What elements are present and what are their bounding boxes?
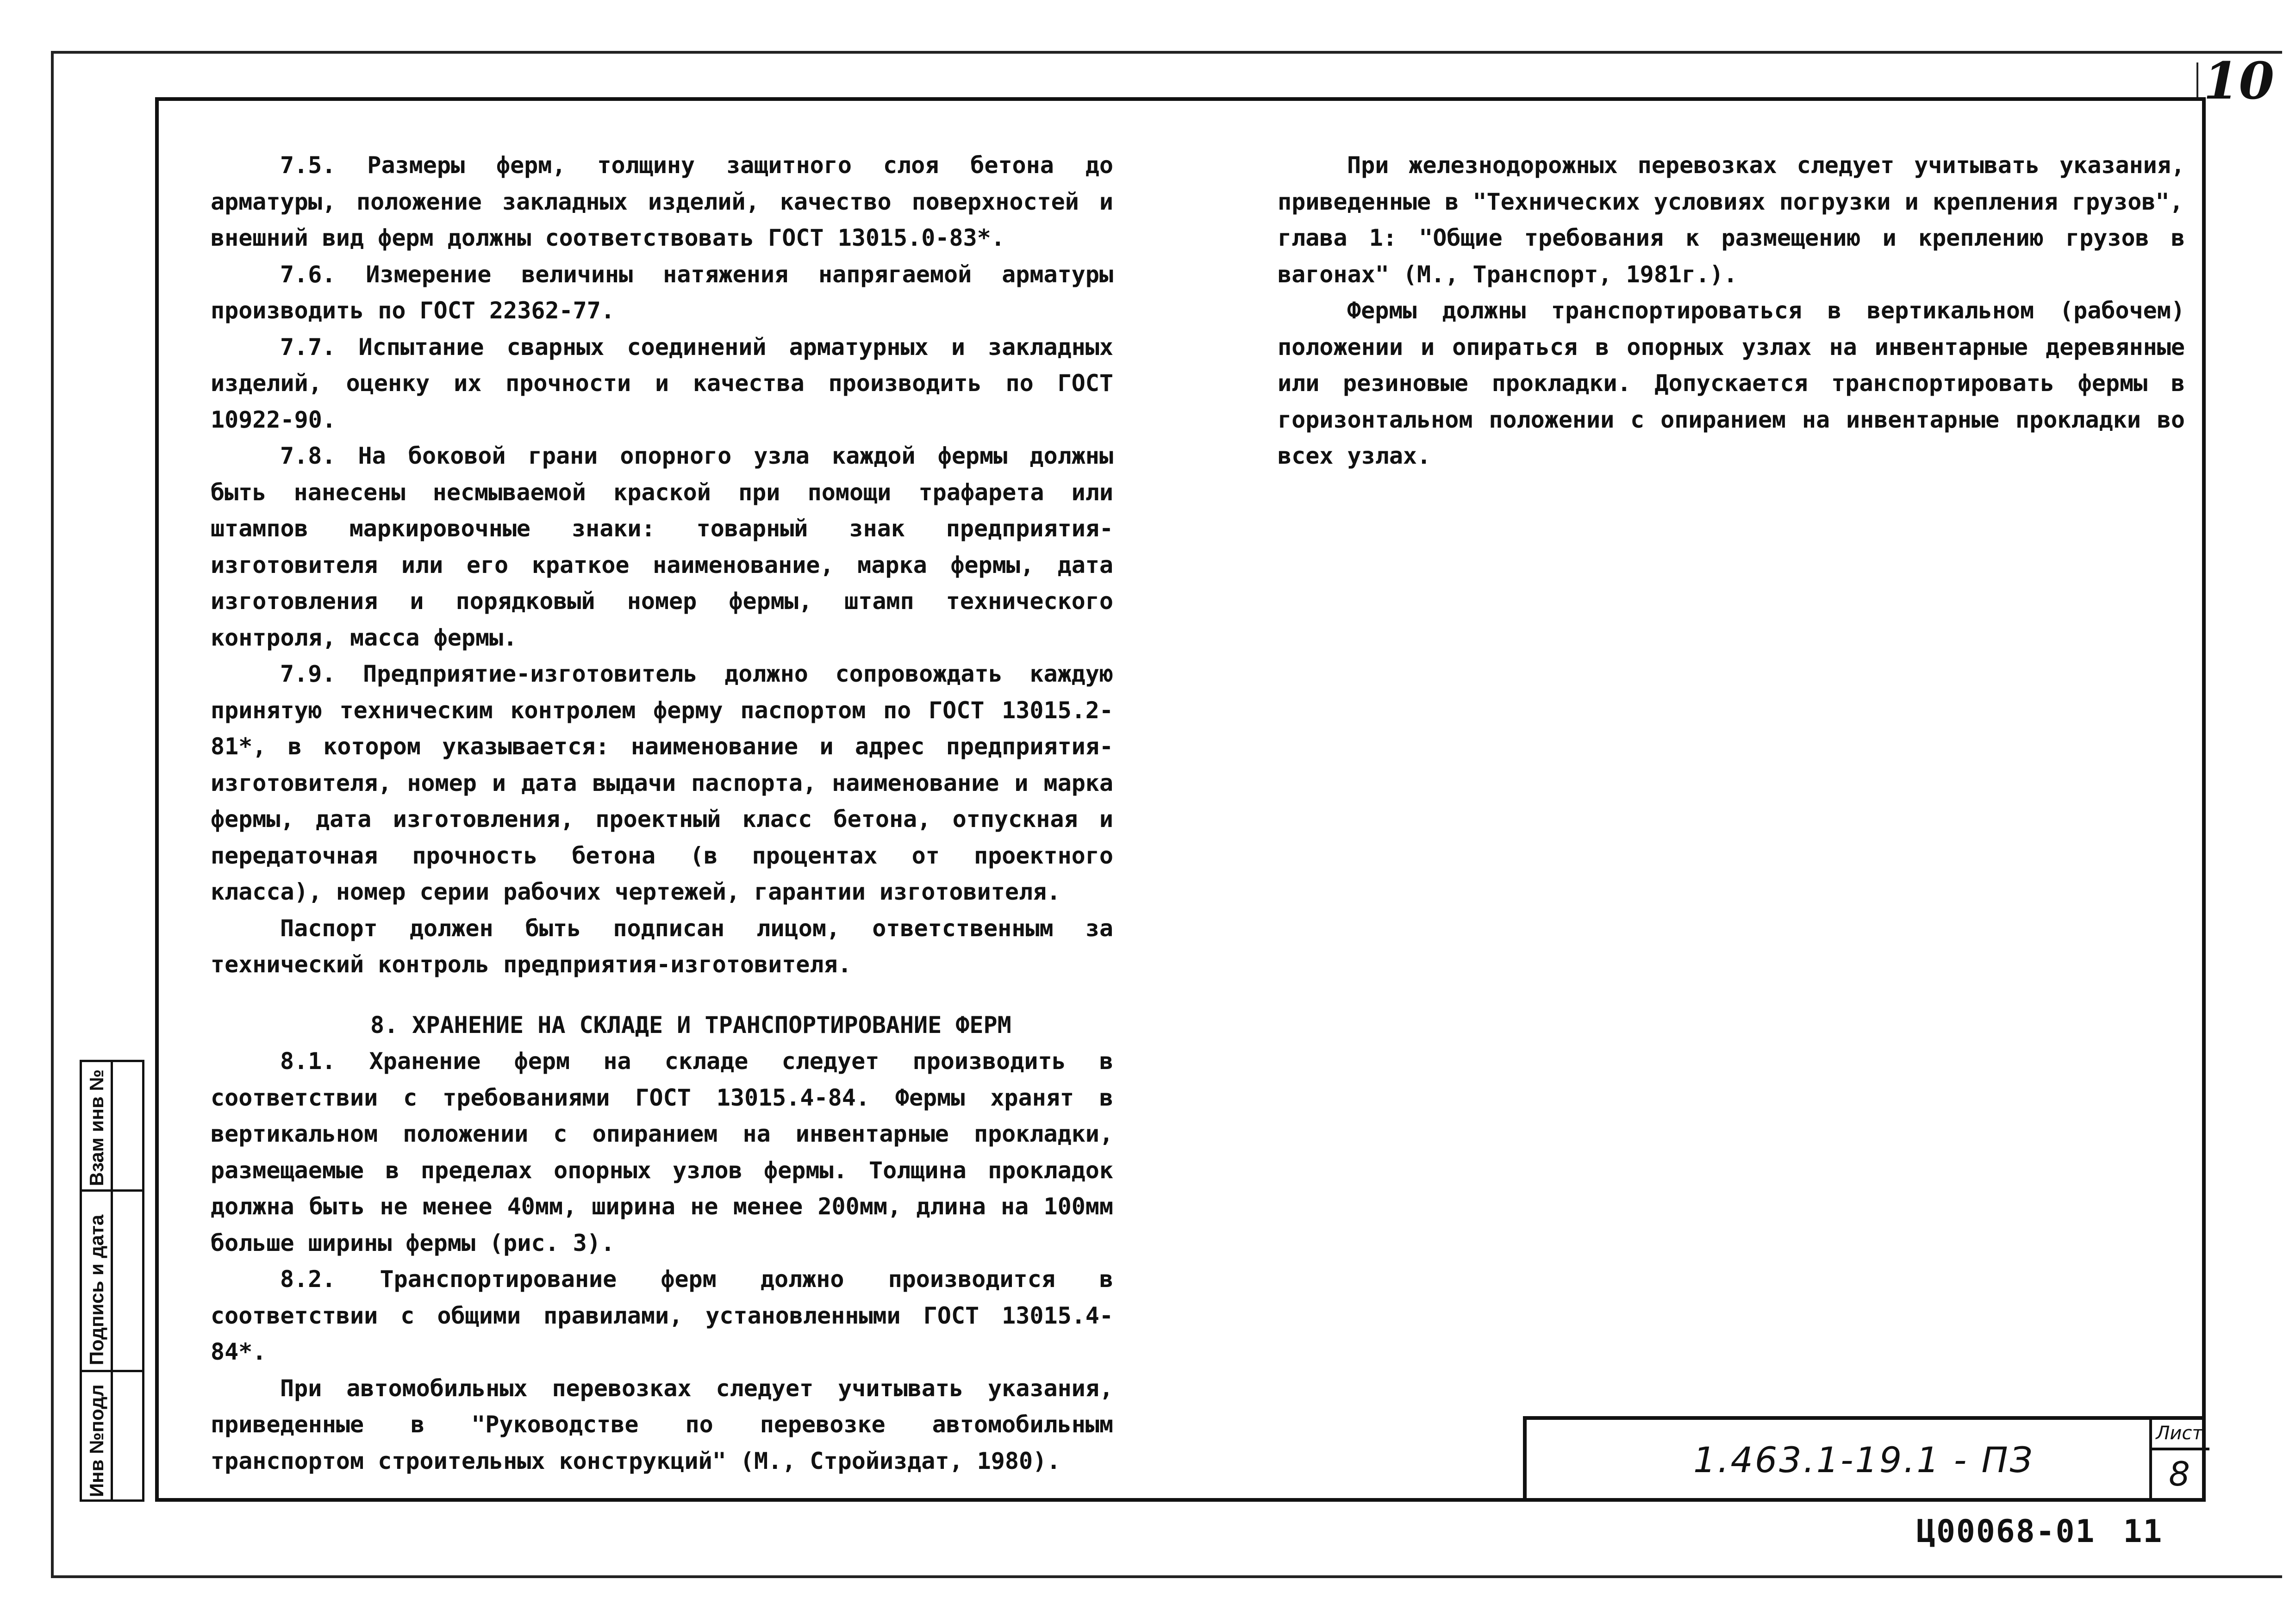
stamp-divider — [111, 1062, 113, 1499]
clause-7-5: 7.5. Размеры ферм, толщину защитного слоя бетона до арматуры, положение закладных изделий, качество поверхностей и внешний вид ферм должны соответствовать ГОСТ 13015.0-83*. — [211, 152, 1113, 251]
document-code: 1.463.1-19.1 - ПЗ — [1693, 1439, 2034, 1480]
stamp-label-signature-date: Подпись и дата — [86, 1214, 107, 1365]
archive-code: Ц00068-01 — [1916, 1513, 2096, 1550]
passport-paragraph: Паспорт должен быть подписан лицом, ответственным за технический контроль предприятия-изготовителя. — [211, 914, 1113, 978]
clause-8-2: 8.2. Транспортирование ферм должно производится в соответствии с общими правилами, установленными ГОСТ 13015.4-84*. — [211, 1266, 1113, 1365]
rail-transport-paragraph-cont: глава 1: "Общие требования к размещению и креплению грузов в вагонах" (М., Транспорт, 1981г.). — [1278, 224, 2185, 288]
archive-page: 11 — [2123, 1513, 2163, 1550]
clause-7-7: 7.7. Испытание сварных соединений арматурных и закладных изделий, оценку их прочности и качества производить по ГОСТ 10922-90. — [211, 333, 1113, 433]
clause-7-8: 7.8. На боковой грани опорного узла каждой фермы должны быть нанесены несмываемой краской при помощи трафарета или штампов маркировочные знаки: товарный знак предприятия-изготовителя или его краткое наименование, марка фермы, дата изготовления и порядковый номер фермы, штамп технического контроля, масса фермы. — [211, 442, 1113, 651]
archive-stamp — [1916, 1513, 2163, 1550]
clause-8-1: 8.1. Хранение ферм на складе следует производить в соответствии с требованиями ГОСТ 13015.4-84. Фермы хранят в вертикальном положении с опиранием на инвентарные прокладки, размещаемые в пределах опорных узлов фермы. Толщина прокладок должна быть не менее 40мм, ширина не менее 200мм, длина на 100мм больше ширины фермы (рис. 3). — [211, 1048, 1113, 1256]
stamp-label-replacement-inv: Взам инв № — [86, 1069, 107, 1186]
rail-transport-paragraph: При железнодорожных перевозках следует учитывать указания, приведенные в "Технических условиях погрузки и крепления грузов", — [1278, 152, 2185, 215]
stamp-divider — [82, 1370, 142, 1372]
right-text-column — [1278, 147, 2185, 474]
auto-transport-paragraph: При автомобильных перевозках следует учитывать указания, приведенные в "Руководстве по перевозке автомобильным транспортом строительных конструкций" (М., Стройиздат, 1980). — [211, 1374, 1113, 1474]
sheet-label-divider — [2149, 1448, 2209, 1450]
left-text-column — [211, 147, 1113, 1479]
section-8-heading: 8. ХРАНЕНИЕ НА СКЛАДЕ И ТРАНСПОРТИРОВАНИЕ ФЕРМ — [370, 1011, 1011, 1038]
vertical-transport-paragraph: Фермы должны транспортироваться в вертикальном (рабочем) положении и опираться в опорных узлах на инвентарные деревянные или резиновые прокладки. Допускается транспортировать фермы в горизонтальном положении с опиранием на инвентарные прокладки во всех узлах. — [1278, 297, 2185, 469]
sheet-number: 8 — [2169, 1455, 2190, 1493]
side-stamp-strip — [80, 1060, 144, 1502]
clause-7-6: 7.6. Измерение величины натяжения напрягаемой арматуры производить по ГОСТ 22362-77. — [211, 261, 1113, 324]
stamp-label-inv-number: Инв №подл — [86, 1384, 107, 1497]
stamp-divider — [82, 1189, 142, 1192]
corner-page-number: 10 — [2203, 51, 2275, 111]
title-block — [1523, 1416, 2206, 1502]
clause-7-9: 7.9. Предприятие-изготовитель должно сопровождать каждую принятую техническим контролем ферму паспортом по ГОСТ 13015.2-81*, в котором указывается: наименование и адрес предприятия-изготовителя, номер и дата выдачи паспорта, наименование и марка фермы, дата изготовления, проектный класс бетона, отпускная и передаточная прочность бетона (в процентах от проектного класса), номер серии рабочих чертежей, гарантии изготовителя. — [211, 660, 1113, 905]
sheet-label: Лист — [2156, 1423, 2203, 1444]
corner-tick — [2196, 62, 2198, 97]
